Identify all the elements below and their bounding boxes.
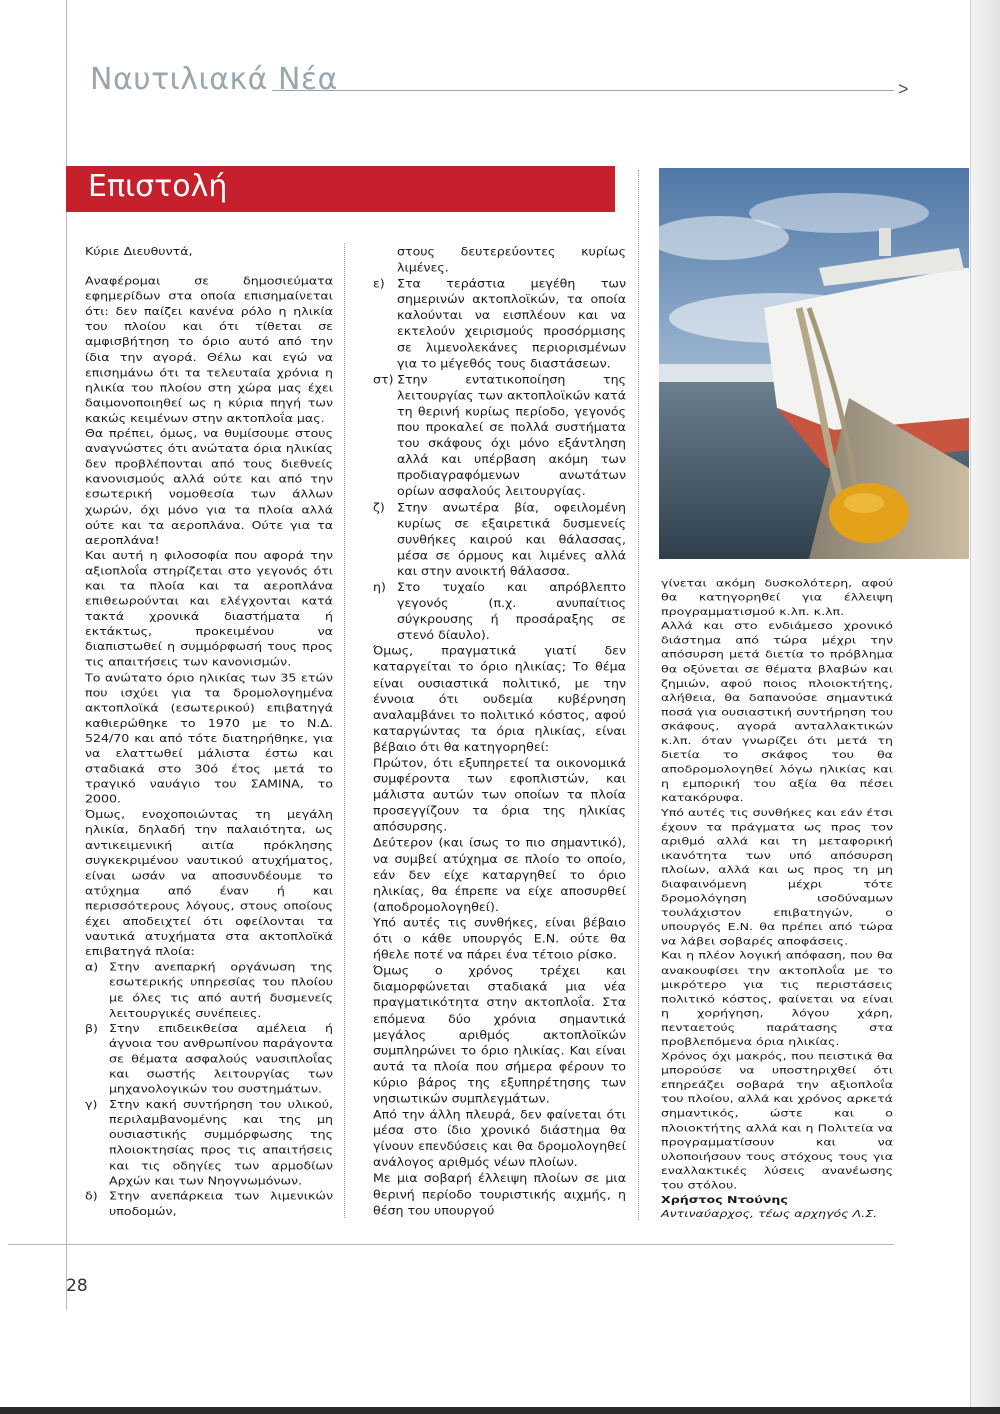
list-text: Στην κακή συντήρηση του υλικού, περιλαμβανομένης και της μη ουσιαστικής συμμόρφωσης της πλοιοκτησίας προς τις απαιτήσεις και τις οδηγίες των αρμοδίων Αρχών και των Νηογνωμόνων. bbox=[109, 1097, 333, 1187]
paragraph: Υπό αυτές τις συνθήκες, είναι βέβαιο ότι ο κάθε υπουργός Ε.Ν. ούτε θα ήθελε ποτέ να πάρει ένα τέτοιο ρίσκο. bbox=[373, 916, 626, 962]
ship-photo bbox=[659, 168, 969, 559]
list-marker: β) bbox=[85, 1021, 98, 1035]
paragraph: Δεύτερον (και ίσως το πιο σημαντικό), να συμβεί ατύχημα σε πλοίο το οποίο, εάν δεν είχε καταργηθεί το όριο ηλικίας, θα έπρεπε να είχε αποσυρθεί (αποδρομολογηθεί). bbox=[373, 836, 626, 914]
ship-photo-image bbox=[659, 168, 969, 559]
paragraph: Το ανώτατο όριο ηλικίας των 35 ετών που ισχύει για τα δρομολογημένα ακτοπλοϊκά (εσωτερικού) επιβατηγά καθιερώθηκε το 1970 με το Ν.Δ. 524/70 και από τότε διατηρήθηκε, για να ελαττωθεί μάλιστα έστω και σταδιακά στο 30ό έτος μετά το τραγικό ναυάγιο του ΣΑΜΙΝΑ, το 2000. bbox=[85, 670, 333, 806]
paragraph: Πρώτον, ότι εξυπηρετεί τα οικονομικά συμφέροντα των εφοπλιστών, και μάλιστα αυτών των οποίων τα πλοία προσεγγίζουν τα όρια της ηλικίας απόσυρσης. bbox=[373, 756, 626, 834]
list-item bbox=[85, 1097, 333, 1188]
article-column-3 bbox=[661, 576, 893, 1221]
paragraph: Αναφέρομαι σε δημοσιεύματα εφημερίδων στα οποία επισημαίνεται ότι: δεν παίζει κανένα ρόλο η ηλικία του πλοίου και ότι τίθεται σε αμφισβήτηση το όριο αυτό από την ίδια την αγορά. Θέλω και εγώ να επισημάνω ότι τα τελευταία χρόνια η ηλικία του πλοίου στη χώρα μας έχει δαιμονοποιηθεί ως η κύρια πηγή των κακώς κειμένων στην ακτοπλοΐα μας. bbox=[85, 274, 333, 425]
paragraph-continuation: στους δευτερεύοντες κυρίως λιμένες. bbox=[397, 244, 626, 275]
list-text: Στην ανεπάρκεια των λιμενικών υποδομών, bbox=[109, 1189, 333, 1218]
paragraph: Από την άλλη πλευρά, δεν φαίνεται ότι μέσα στο ίδιο χρονικό διάστημα θα γίνουν επενδύσεις και θα δρομολογηθεί ανάλογος αριθμός νέων πλοίων. bbox=[373, 1107, 626, 1169]
list-text: Στο τυχαίο και απρόβλεπτο γεγονός (π.χ. ανυπαίτιος σύγκρουσης ή προσάραξης σε στενό δίαυλο). bbox=[397, 580, 626, 642]
page-edge-shadow bbox=[971, 0, 1000, 1414]
paragraph: Όμως, ενοχοποιώντας τη μεγάλη ηλικία, δηλαδή την παλαιότητα, ως αντικειμενική αιτία πρόκλησης συγκεκριμένου ναυτικού ατυχήματος, είναι ωσάν να αποσυνδέουμε το ατύχημα από έναν ή και περισσότερους λόγους, στους οποίους έχει αποδειχτεί ότι οφείλονται τα ναυτικά ατυχήματα στα ακτοπλοϊκά επιβατηγά πλοία: bbox=[85, 808, 333, 958]
list-text: Στην ανωτέρα βία, οφειλομένη κυρίως σε εξαιρετικά δυσμενείς συνθήκες καιρού και θάλασσας, μέσα σε όρμους και λιμένες αλλά και στην ανοικτή θάλασσα. bbox=[397, 500, 626, 578]
signature-role: Αντιναύαρχος, τέως αρχηγός Λ.Σ. bbox=[661, 1207, 878, 1220]
header-rule bbox=[272, 90, 894, 91]
list-text: Στα τεράστια μεγέθη των σημερινών ακτοπλοϊκών, τα οποία καλούνται να εισπλέουν και να εκτελούν χειρισμούς προσόρμισης σε λιμενολεκάνες περιορισμένων για το μέγεθός τους διαστάσεων. bbox=[397, 276, 626, 370]
article-column-1 bbox=[85, 244, 333, 1219]
list-item bbox=[85, 1188, 333, 1218]
list-item bbox=[373, 372, 626, 500]
paragraph: Όμως, πραγματικά γιατί δεν καταργείται το όριο ηλικίας; Το θέμα είναι ουσιαστικά πολιτικό, με την έννοια ότι ουδεμία κυβέρνηση αναλαμβάνει το πολιτικό κόστος, αφού καταργώντας τα όρια ηλικίας, είναι βέβαιο ότι θα κατηγορηθεί: bbox=[373, 644, 626, 754]
list-text: Στην επιδεικθείσα αμέλεια ή άγνοια του ανθρωπίνου παράγοντα σε θέματα ασφαλούς ναυσιπλοΐας και σωστής λειτουργίας των μηχανολογικών του συστημάτων. bbox=[109, 1021, 333, 1096]
paragraph: Με μια σοβαρή έλλειψη πλοίων σε μια θερινή περίοδο τουριστικής αιχμής, η θέση του υπουργού bbox=[373, 1171, 626, 1217]
paragraph: Όμως ο χρόνος τρέχει και διαμορφώνεται σταδιακά μια νέα πραγματικότητα στην ακτοπλοΐα. Στα επόμενα δύο χρόνια σημαντικά μεγάλος αριθμός ακτοπλοϊκών συμπληρώνει το όριο ηλικίας. Και είναι αυτά τα πλοία που σήμερα φέρουν το κύριο βάρος της εξυπηρέτησης των νησιωτικών συμπλεγμάτων. bbox=[373, 963, 626, 1106]
list-item bbox=[373, 500, 626, 580]
column-divider-2 bbox=[638, 170, 639, 1220]
paragraph: Θα πρέπει, όμως, να θυμίσουμε στους αναγνώστες ότι ανώτατα όρια ηλικίας δεν προβλέπονται από τους διεθνείς κανονισμούς αλλά ούτε και από την εσωτερική νομοθεσία των άλλων χωρών, όχι μόνο για τα πλοία αλλά ούτε και τα αεροπλάνα. Ούτε για τα αεροπλάνα! bbox=[85, 426, 333, 547]
footer-rule bbox=[8, 1244, 894, 1245]
list-marker: η) bbox=[373, 580, 386, 594]
paragraph: Και αυτή η φιλοσοφία που αφορά την αξιοπλοΐα στηρίζεται στο γεγονός ότι και τα πλοία και τα αεροπλάνα επιθεωρούνται και ελέγχονται κατά τακτά χρονικά διαστήματα ή εκτάκτως, προκειμένου να διαπιστωθεί η συμμόρφωσή τους προς τις απαιτήσεις των κανονισμών. bbox=[85, 548, 333, 669]
list-item bbox=[85, 1021, 333, 1097]
article-title-bar bbox=[66, 166, 615, 212]
paragraph: Αλλά και στο ενδιάμεσο χρονικό διάστημα από τώρα μέχρι την απόσυρση μετά διετία το πρόβλημα θα οξύνεται σε θέματα βλαβών και ζημιών, αφού ποιος πλοιοκτήτης, αλήθεια, θα δαπανούσε σημαντικά ποσά για ουσιαστική συντήρηση του σκάφους, αγορά ανταλλακτικών κ.λπ. όταν γνωρίζει ότι μετά τη διετία το σκάφος του θα αποδρομολογηθεί λόγω ηλικίας και η εμπορική του αξία θα πέσει κατακόρυφα. bbox=[661, 619, 893, 804]
salutation: Κύριε Διευθυντά, bbox=[85, 244, 193, 258]
list-marker: γ) bbox=[85, 1097, 98, 1111]
paragraph: Υπό αυτές τις συνθήκες και εάν έτσι έχουν τα πράγματα ως προς τον αριθμό αλλά και τη μεταφορική ικανότητα των υπό απόσυρση πλοίων, αλλά και ως προς τη μη διαφαινόμενη μέχρι τότε δρομολόγηση ισοδύναμων τουλάχιστον επιβατηγών, ο υπουργός Ε.Ν. θα πρέπει από τώρα να λάβει σοβαρές αποφάσεις. bbox=[661, 806, 893, 948]
list-text: Στην εντατικοποίηση της λειτουργίας των ακτοπλοϊκών κατά τη θερινή κυρίως περίοδο, γεγονός που προκαλεί σε πολλά συστήματα του σκάφους όχι μόνο εξάντληση αλλά και υπέρβαση ακόμη των προδιαγραφόμενων ανωτάτων ορίων ασφαλούς λειτουργίας. bbox=[397, 372, 626, 498]
list-marker: ε) bbox=[373, 276, 385, 291]
page-edge-line bbox=[970, 0, 971, 1414]
column-divider-1 bbox=[344, 243, 345, 1218]
list-marker: α) bbox=[85, 960, 99, 974]
list-marker: στ) bbox=[373, 372, 394, 386]
article-title: Επιστολή bbox=[88, 169, 228, 204]
list-text: Στην ανεπαρκή οργάνωση της εσωτερικής υπηρεσίας του πλοίου με όλες τις από αυτή δυσμενείς λειτουργικές συνέπειες. bbox=[109, 960, 333, 1019]
list-marker: δ) bbox=[85, 1189, 98, 1202]
section-title: Ναυτιλιακά Νέα bbox=[90, 62, 338, 97]
list-item bbox=[85, 960, 333, 1021]
list-item bbox=[373, 580, 626, 644]
paragraph: Χρόνος όχι μακρός, που πειστικά θα μπορούσε να υποστηριχθεί ότι επηρεάζει σοβαρά την αξιοπλοΐα του πλοίου, αλλά και χρόνος αρκετά σημαντικός, ώστε και ο πλοιοκτήτης αλλά και η Πολιτεία να προγραμματίσουν και να υλοποιήσουν τους στόχους τους για εναλλακτικές λύσεις ανανέωσης του στόλου. bbox=[661, 1049, 893, 1191]
page-number: 28 bbox=[66, 1276, 88, 1296]
list-marker: ζ) bbox=[373, 500, 385, 514]
paragraph: γίνεται ακόμη δυσκολότερη, αφού θα κατηγορηθεί για έλλειψη προγραμματισμού κ.λπ. κ.λπ. bbox=[661, 576, 893, 618]
article-column-2 bbox=[373, 244, 626, 1219]
chevron-right-icon: > bbox=[898, 79, 909, 99]
paragraph: Και η πλέον λογική απόφαση, που θα ανακουφίσει την ακτοπλοΐα με το μικρότερο για τις περιστάσεις πολιτικό κόστος, φαίνεται να είναι η χορήγηση, λόγου χάρη, πενταετούς παράτασης στα προβλεπόμενα όρια ηλικίας. bbox=[661, 949, 893, 1048]
signature-name: Χρήστος Ντούνης bbox=[661, 1193, 788, 1206]
list-item bbox=[373, 276, 626, 372]
bottom-band bbox=[0, 1407, 1000, 1414]
